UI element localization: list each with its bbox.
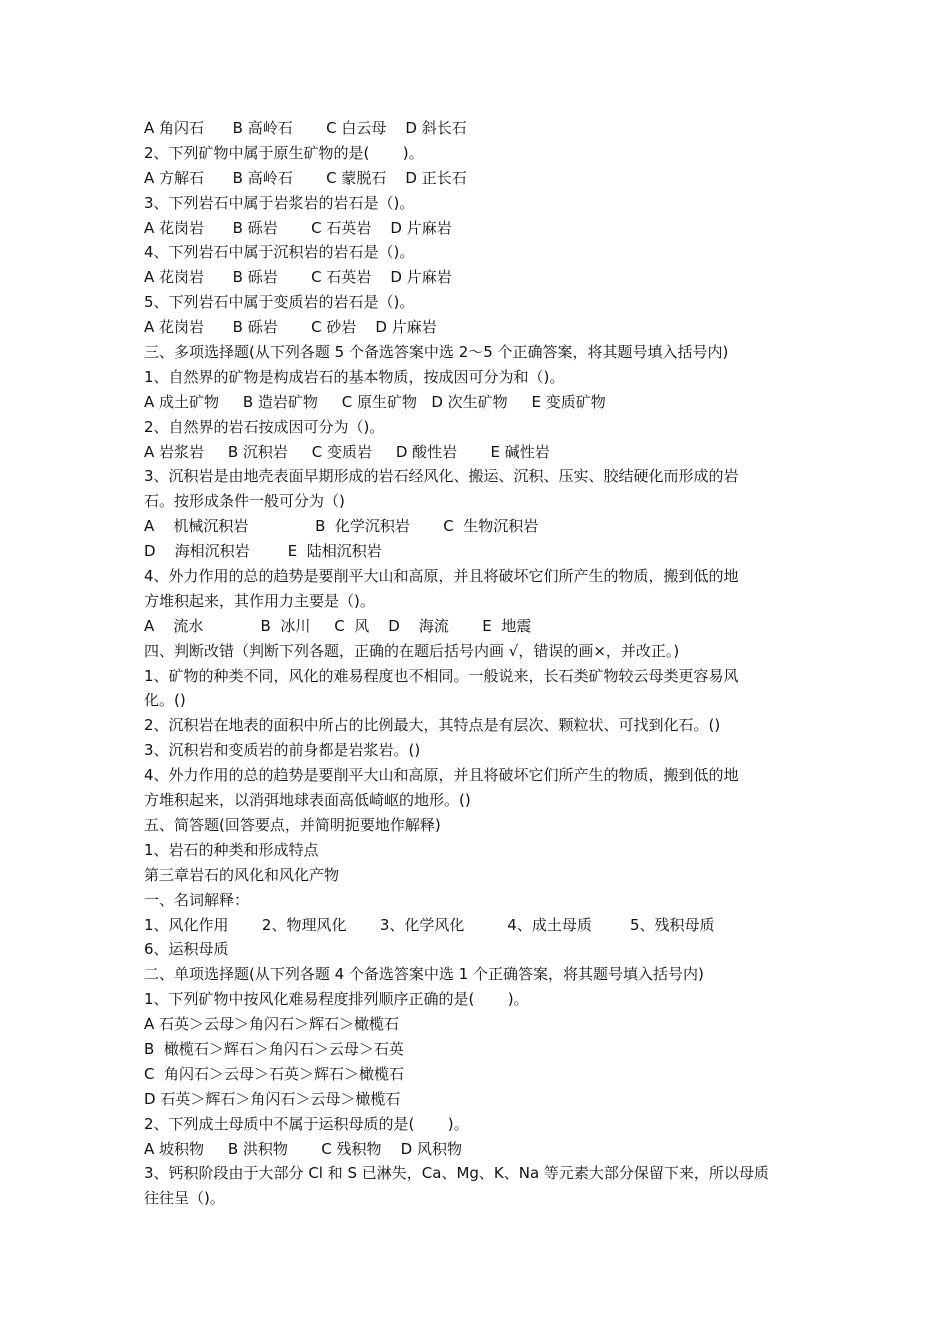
- text-line: A 石英＞云母＞角闪石＞辉石＞橄榄石: [144, 1015, 400, 1034]
- text-line: 石。按形成条件一般可分为（): [144, 492, 345, 511]
- text-line: A 花岗岩 B 砾岩 C 砂岩 D 片麻岩: [144, 318, 437, 337]
- text-line: 5、下列岩石中属于变质岩的岩石是（)。: [144, 293, 415, 312]
- text-line: 二、单项选择题(从下列各题 4 个备选答案中选 1 个正确答案，将其题号填入括号内): [144, 965, 704, 984]
- text-line: 方堆积起来，以消弭地球表面高低崎岖的地形。(): [144, 791, 471, 810]
- text-line: 3、下列岩石中属于岩浆岩的岩石是（)。: [144, 193, 415, 212]
- text-line: 五、简答题(回答要点，并简明扼要地作解释): [144, 815, 441, 834]
- text-line: 1、自然界的矿物是构成岩石的基本物质，按成因可分为和（)。: [144, 367, 565, 386]
- text-line: 6、运积母质: [144, 940, 229, 959]
- text-line: A 流水 B 冰川 C 风 D 海流 E 地震: [144, 616, 532, 635]
- text-line: C 角闪石＞云母＞石英＞辉石＞橄榄石: [144, 1064, 405, 1083]
- text-line: 往往呈（)。: [144, 1189, 225, 1208]
- text-line: 2、下列矿物中属于原生矿物的是( )。: [144, 143, 424, 162]
- text-line: 3、沉积岩和变质岩的前身都是岩浆岩。(): [144, 741, 421, 760]
- text-line: A 角闪石 B 高岭石 C 白云母 D 斜长石: [144, 119, 467, 137]
- text-line: 2、沉积岩在地表的面积中所占的比例最大，其特点是有层次、颗粒状、可找到化石。(): [144, 716, 721, 735]
- text-line: B 橄榄石＞辉石＞角闪石＞云母＞石英: [144, 1039, 404, 1058]
- text-line: 4、外力作用的总的趋势是要削平大山和高原，并且将破坏它们所产生的物质，搬到低的地: [144, 766, 739, 785]
- text-line: 1、下列矿物中按风化难易程度排列顺序正确的是( )。: [144, 990, 529, 1009]
- text-line: 3、钙积阶段由于大部分 Cl 和 S 已淋失，Ca、Mg、K、Na 等元素大部分保留下来，所以母质: [144, 1164, 769, 1183]
- text-line: 1、岩石的种类和形成特点: [144, 840, 319, 859]
- text-line: A 成土矿物 B 造岩矿物 C 原生矿物 D 次生矿物 E 变质矿物: [144, 392, 606, 411]
- text-line: D 海相沉积岩 E 陆相沉积岩: [144, 542, 382, 561]
- text-line: A 岩浆岩 B 沉积岩 C 变质岩 D 酸性岩 E 碱性岩: [144, 442, 550, 461]
- document-body: [144, 116, 814, 1211]
- text-line: 2、下列成土母质中不属于运积母质的是( )。: [144, 1114, 469, 1133]
- text-line: 一、名词解释：: [144, 890, 250, 909]
- text-line: A 方解石 B 高岭石 C 蒙脱石 D 正长石: [144, 168, 467, 187]
- text-line: 化。(): [144, 691, 186, 710]
- text-line: 方堆积起来，其作用力主要是（)。: [144, 591, 375, 610]
- text-line: A 花岗岩 B 砾岩 C 石英岩 D 片麻岩: [144, 268, 452, 287]
- text-line: A 机械沉积岩 B 化学沉积岩 C 生物沉积岩: [144, 517, 539, 536]
- text-line: A 坡积物 B 洪积物 C 残积物 D 风积物: [144, 1139, 462, 1158]
- text-line: 第三章岩石的风化和风化产物: [144, 865, 340, 884]
- text-line: D 石英＞辉石＞角闪石＞云母＞橄榄石: [144, 1089, 401, 1108]
- text-line: 4、外力作用的总的趋势是要削平大山和高原，并且将破坏它们所产生的物质，搬到低的地: [144, 567, 739, 586]
- text-line: 四、判断改错（判断下列各题，正确的在题后括号内画 √，错误的画×，并改正。): [144, 641, 680, 660]
- text-line: 3、沉积岩是由地壳表面早期形成的岩石经风化、搬运、沉积、压实、胶结硬化而形成的岩: [144, 467, 739, 486]
- text-line: 1、风化作用 2、物理风化 3、化学风化 4、成土母质 5、残积母质: [144, 915, 715, 934]
- text-line: 1、矿物的种类不同，风化的难易程度也不相同。一般说来，长石类矿物较云母类更容易风: [144, 666, 739, 685]
- text-line: A 花岗岩 B 砾岩 C 石英岩 D 片麻岩: [144, 218, 452, 237]
- text-line: 2、自然界的岩石按成因可分为（)。: [144, 417, 385, 436]
- text-line: 4、下列岩石中属于沉积岩的岩石是（)。: [144, 243, 415, 262]
- text-line: 三、多项选择题(从下列各题 5 个备选答案中选 2～5 个正确答案，将其题号填入括号内): [144, 343, 729, 362]
